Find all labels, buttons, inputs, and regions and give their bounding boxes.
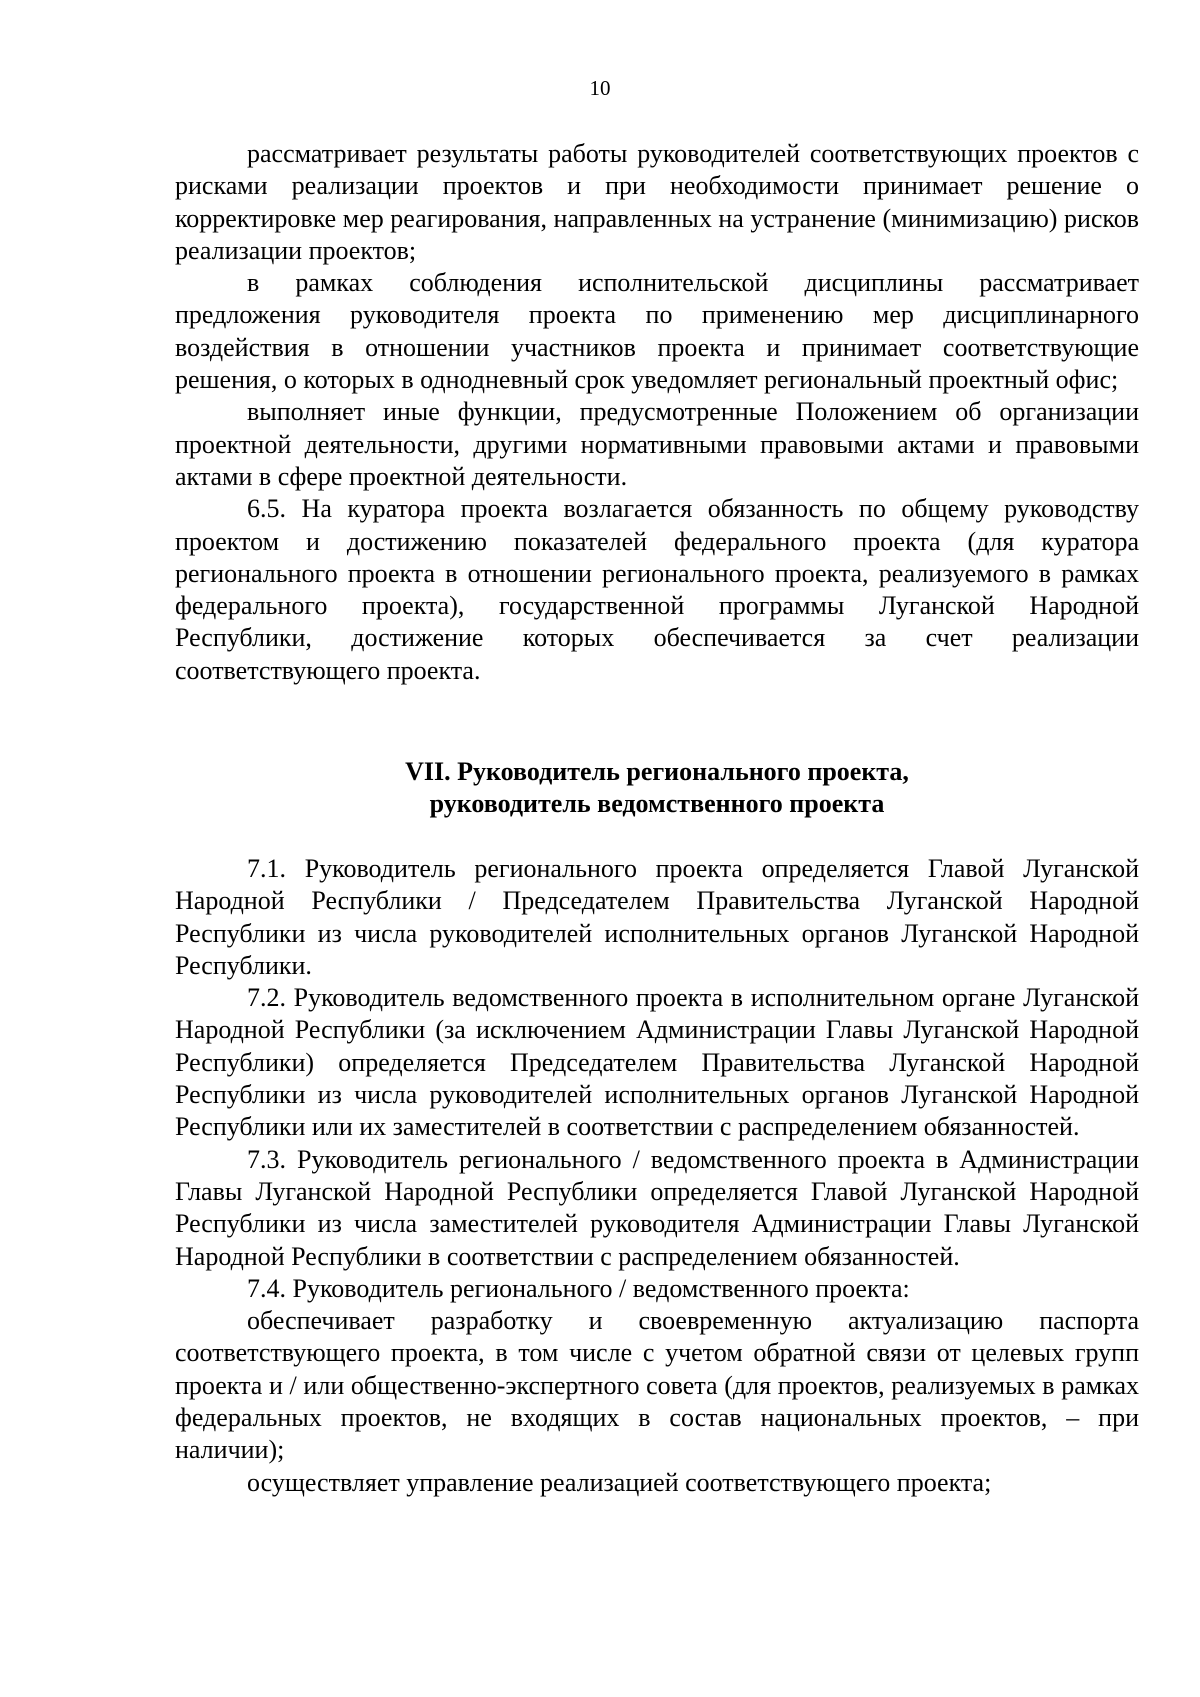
paragraph-7-4: 7.4. Руководитель регионального / ведомственного проекта:: [247, 1273, 910, 1303]
page-number: 10: [589, 76, 611, 100]
paragraph: рассматривает результаты работы руководителей соответствующих проектов с рисками реализации проектов и при необходимости принимает решение о корректировке мер реагирования, направленных на устранение (минимизацию) рисков реализации проектов;: [175, 139, 1139, 265]
paragraph-7-1: 7.1. Руководитель регионального проекта определяется Главой Луганской Народной Республики / Председателем Правительства Луганской Народной Республики из числа руководителей исполнительных органов Луганской Народной Республики.: [175, 854, 1139, 980]
paragraph-6-5: 6.5. На куратора проекта возлагается обязанность по общему руководству проектом и достижению показателей федерального проекта (для куратора регионального проекта в отношении регионального проекта, реализуемого в рамках федерального проекта), государственной программы Луганской Народной Республики, достижение которых обеспечивается за счет реализации соответствующего проекта.: [175, 494, 1139, 685]
paragraph-7-2: 7.2. Руководитель ведомственного проекта в исполнительном органе Луганской Народной Республики (за исключением Администрации Главы Луганской Народной Республики) определяется Председателем Правительства Луганской Народной Республики из числа руководителей исполнительных органов Луганской Народной Республики или их заместителей в соответствии с распределением обязанностей.: [175, 983, 1139, 1142]
section-7-heading-line-1: VII. Руководитель регионального проекта,: [405, 757, 909, 786]
section-7-heading: [175, 756, 1139, 820]
paragraph-7-3: 7.3. Руководитель регионального / ведомственного проекта в Администрации Главы Луганской Народной Республики определяется Главой Луганской Народной Республики из числа заместителей руководителя Администрации Главы Луганской Народной Республики в соответствии с распределением обязанностей.: [175, 1144, 1139, 1271]
paragraph: обеспечивает разработку и своевременную актуализацию паспорта соответствующего проекта, в том числе с учетом обратной связи от целевых групп проекта и / или общественно-экспертного совета (для проектов, реализуемых в рамках федеральных проектов, не входящих в состав национальных проектов, – при наличии);: [175, 1306, 1139, 1465]
section-6-text: [175, 138, 1139, 687]
paragraph: осуществляет управление реализацией соответствующего проекта;: [247, 1467, 992, 1497]
paragraph: в рамках соблюдения исполнительской дисциплины рассматривает предложения руководителя проекта по применению мер дисциплинарного воздействия в отношении участников проекта и принимает соответствующие решения, о которых в однодневный срок уведомляет региональный проектный офис;: [175, 268, 1139, 395]
section-7-text: [175, 853, 1139, 1499]
paragraph: выполняет иные функции, предусмотренные Положением об организации проектной деятельности, другими нормативными правовыми актами и правовыми актами в сфере проектной деятельности.: [175, 397, 1139, 491]
section-7-heading-line-2: руководитель ведомственного проекта: [429, 789, 885, 818]
